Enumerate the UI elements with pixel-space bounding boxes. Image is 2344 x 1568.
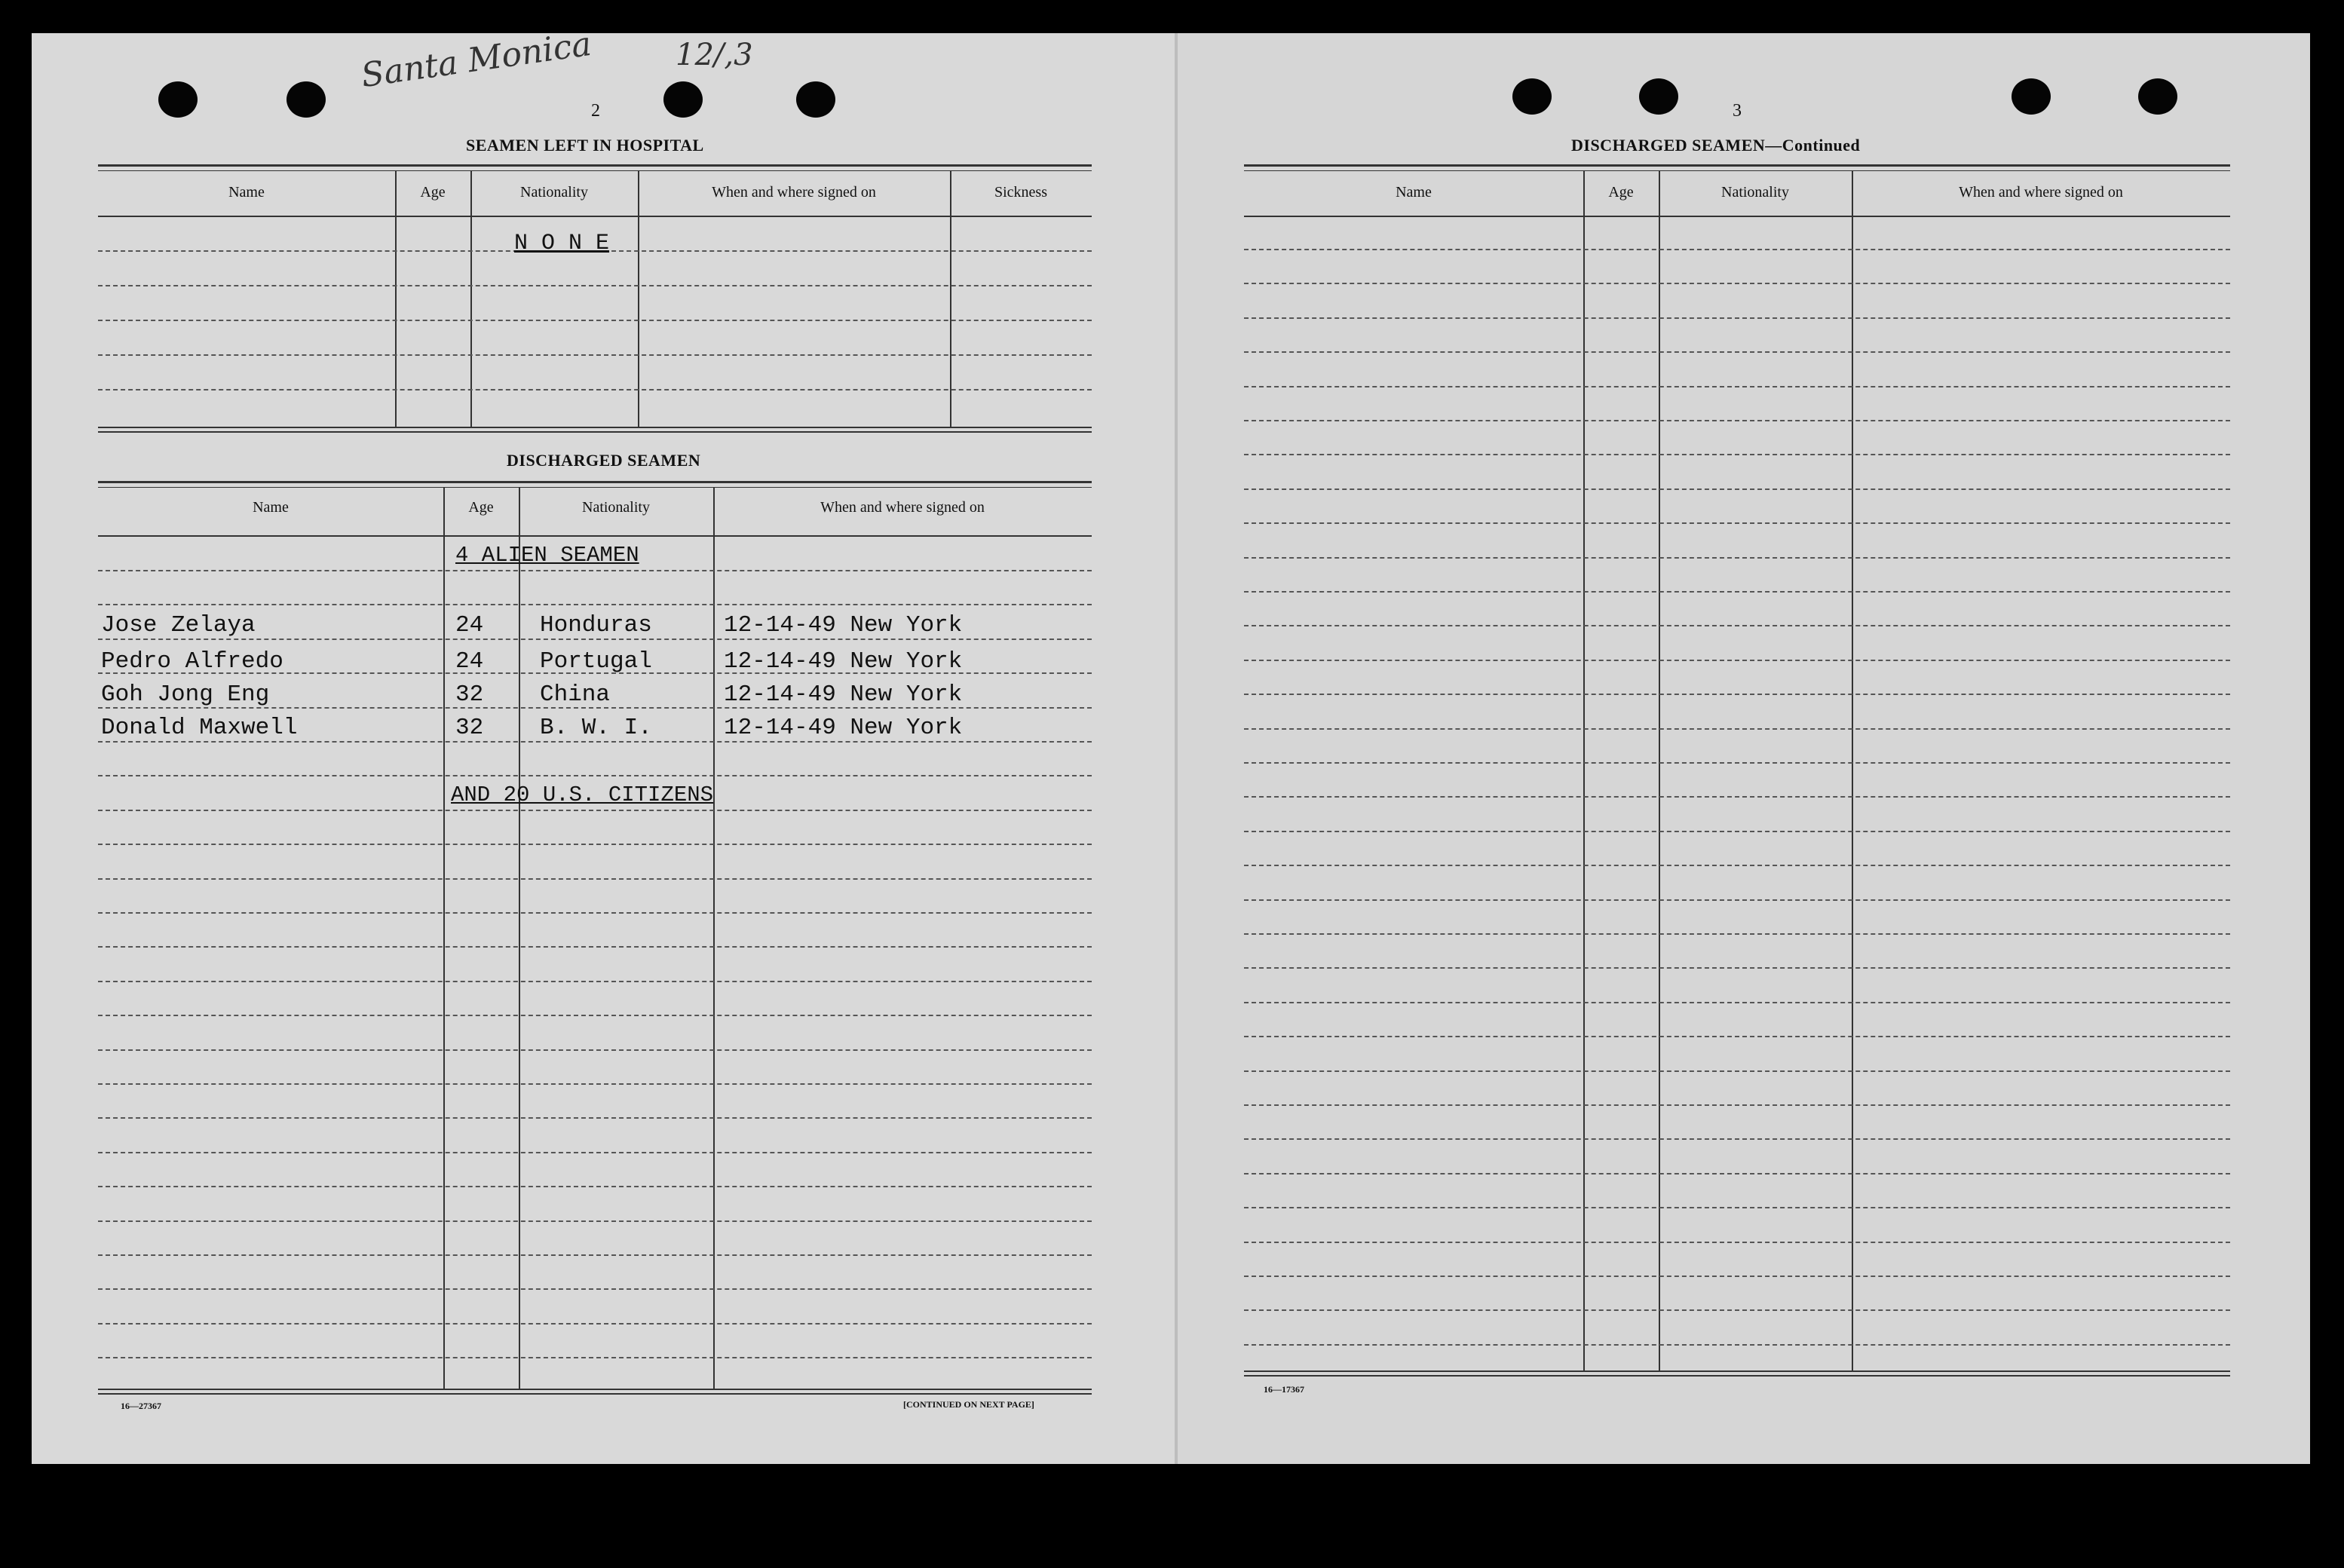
ruling-line <box>98 1357 1092 1358</box>
ruling-line <box>1244 694 2230 695</box>
seaman-name: Donald Maxwell <box>101 715 298 741</box>
us-citizens-entry: AND 20 U.S. CITIZENS <box>451 782 714 807</box>
ruling-line <box>1244 351 2230 353</box>
seaman-name: Goh Jong Eng <box>101 681 270 708</box>
ruling-line <box>98 1254 1092 1256</box>
ruling-line <box>98 1117 1092 1119</box>
ruling-line <box>98 639 1092 640</box>
alien-seamen-heading: 4 ALIEN SEAMEN <box>455 543 639 568</box>
seaman-name: Jose Zelaya <box>101 612 256 639</box>
page-number: 3 <box>1733 101 1742 121</box>
ruling-line <box>98 775 1092 776</box>
hospital-section-title: SEAMEN LEFT IN HOSPITAL <box>466 136 704 155</box>
col-header-sickness: Sickness <box>994 184 1047 201</box>
punch-hole <box>1512 78 1552 115</box>
seaman-name: Pedro Alfredo <box>101 648 283 675</box>
seaman-age: 24 <box>455 612 484 639</box>
page-number: 2 <box>591 101 600 121</box>
col-header-age: Age <box>420 184 446 201</box>
ruling-line <box>98 1220 1092 1222</box>
punch-hole <box>286 81 326 118</box>
ruling-line <box>1244 865 2230 866</box>
handwritten-port: Santa Monica <box>358 24 594 96</box>
ruling-line <box>98 912 1092 914</box>
discharged-section-title: DISCHARGED SEAMEN <box>507 451 701 470</box>
seaman-age: 24 <box>455 648 484 675</box>
ruling-line <box>98 741 1092 743</box>
ruling-line <box>1244 1276 2230 1277</box>
punch-hole <box>796 81 835 118</box>
seaman-nationality: China <box>540 681 611 708</box>
ruling-line <box>1244 933 2230 935</box>
ruling-line <box>1244 1207 2230 1208</box>
seaman-nationality: Portugal <box>540 648 652 675</box>
ruling-line <box>1244 831 2230 832</box>
col-header-nationality: Nationality <box>520 184 588 201</box>
col-header-nationality: Nationality <box>582 499 650 516</box>
col-header-age: Age <box>468 499 494 516</box>
ruling-line <box>1244 1138 2230 1140</box>
ruling-line <box>1244 1070 2230 1072</box>
hospital-none-entry: N O N E <box>514 231 610 256</box>
punch-hole <box>2012 78 2051 115</box>
seaman-nationality: Honduras <box>540 612 652 639</box>
ruling-line <box>98 1323 1092 1325</box>
ruling-line <box>1244 1344 2230 1346</box>
ruling-line <box>1244 625 2230 626</box>
ruling-line <box>1244 557 2230 559</box>
page-fold <box>1175 33 1178 1464</box>
ruling-line <box>1244 1036 2230 1037</box>
ruling-line <box>1244 1309 2230 1311</box>
ruling-line <box>1244 899 2230 901</box>
ruling-line <box>1244 420 2230 421</box>
continued-note: [CONTINUED ON NEXT PAGE] <box>903 1399 1034 1410</box>
ruling-line <box>1244 488 2230 490</box>
ruling-line <box>1244 591 2230 593</box>
seaman-signed-on: 12-14-49 New York <box>724 648 963 675</box>
ruling-line <box>1244 1104 2230 1106</box>
ruling-line <box>1244 660 2230 661</box>
col-header-nationality: Nationality <box>1721 184 1789 201</box>
form-number: 16—27367 <box>121 1401 161 1411</box>
ruling-line <box>98 981 1092 982</box>
col-header-signed-on: When and where signed on <box>820 499 985 516</box>
col-header-age: Age <box>1608 184 1634 201</box>
ruling-line <box>1244 454 2230 455</box>
ruling-line <box>1244 1002 2230 1003</box>
ruling-line <box>98 1015 1092 1016</box>
ruling-line <box>1244 1173 2230 1174</box>
seaman-signed-on: 12-14-49 New York <box>724 715 963 741</box>
ruling-line <box>1244 317 2230 319</box>
ruling-line <box>1244 249 2230 250</box>
ruling-line <box>98 810 1092 811</box>
ruling-line <box>98 570 1092 571</box>
ruling-line <box>1244 1242 2230 1243</box>
ruling-line <box>1244 283 2230 284</box>
punch-hole <box>2138 78 2177 115</box>
ruling-line <box>1244 728 2230 730</box>
ruling-line <box>1244 967 2230 969</box>
ruling-line <box>98 1083 1092 1085</box>
ruling-line <box>98 604 1092 605</box>
punch-hole <box>158 81 198 118</box>
col-header-name: Name <box>253 499 289 516</box>
col-header-signed-on: When and where signed on <box>712 184 876 201</box>
seaman-signed-on: 12-14-49 New York <box>724 681 963 708</box>
col-header-name: Name <box>228 184 265 201</box>
handwritten-mark: 12/,3 <box>676 38 753 72</box>
ruling-line <box>1244 762 2230 764</box>
ruling-line <box>98 878 1092 880</box>
col-header-signed-on: When and where signed on <box>1959 184 2123 201</box>
discharged-continued-title: DISCHARGED SEAMEN—Continued <box>1571 136 1861 155</box>
punch-hole <box>663 81 703 118</box>
ruling-line <box>98 1186 1092 1187</box>
ruling-line <box>1244 796 2230 798</box>
ruling-line <box>98 946 1092 948</box>
ruling-line <box>98 1152 1092 1153</box>
ruling-line <box>98 1049 1092 1051</box>
form-number: 16—17367 <box>1264 1384 1304 1395</box>
col-header-name: Name <box>1396 184 1432 201</box>
seaman-signed-on: 12-14-49 New York <box>724 612 963 639</box>
seaman-age: 32 <box>455 715 484 741</box>
ruling-line <box>1244 386 2230 387</box>
ruling-line <box>98 1288 1092 1290</box>
seaman-nationality: B. W. I. <box>540 715 652 741</box>
seaman-age: 32 <box>455 681 484 708</box>
hospital-table <box>98 164 1092 431</box>
ruling-line <box>1244 522 2230 524</box>
punch-hole <box>1639 78 1678 115</box>
discharged-continued-table <box>1244 164 2230 1378</box>
ruling-line <box>98 844 1092 845</box>
